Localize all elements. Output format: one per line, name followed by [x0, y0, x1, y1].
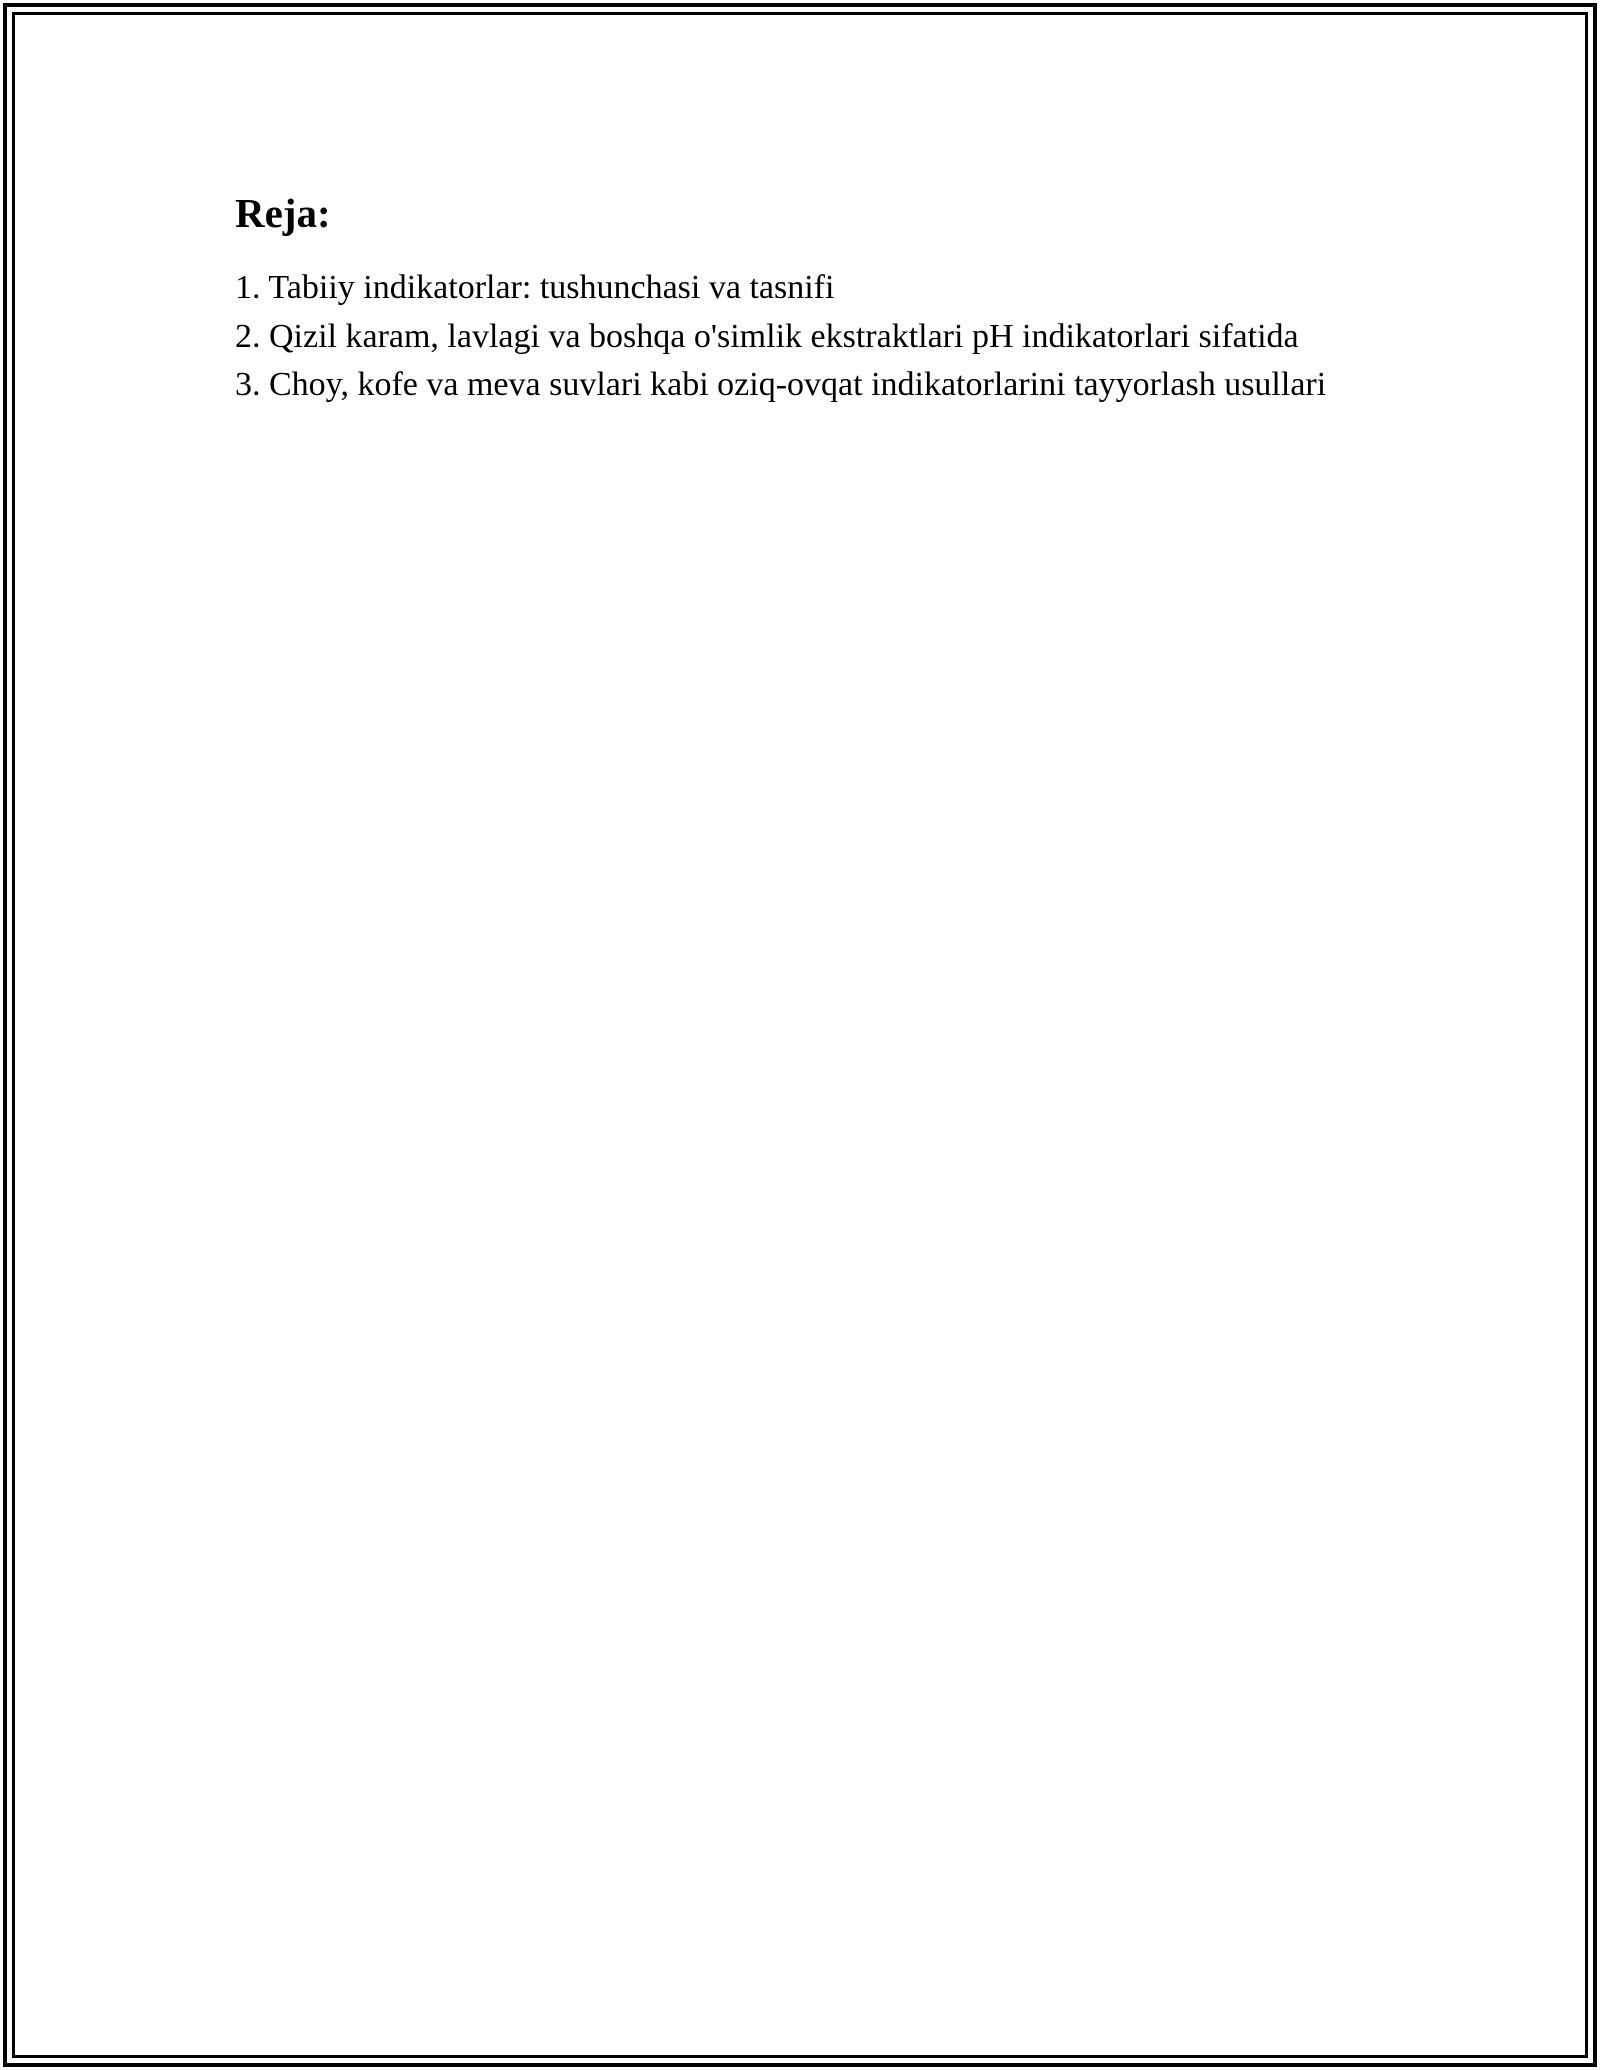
plan-item-2: 2. Qizil karam, lavlagi va boshqa o'simlik ekstraktlari pH indikatorlari sifatida: [235, 317, 1299, 355]
plan-item-1: 1. Tabiiy indikatorlar: tushunchasi va tasnifi: [235, 269, 835, 306]
page-title: Reja:: [235, 190, 331, 236]
plan-item-3: 3. Choy, kofe va meva suvlari kabi oziq-ovqat indikatorlarini tayyorlash usullari: [235, 366, 1327, 403]
page-content: [235, 186, 1345, 410]
plan-list: [235, 264, 1345, 410]
